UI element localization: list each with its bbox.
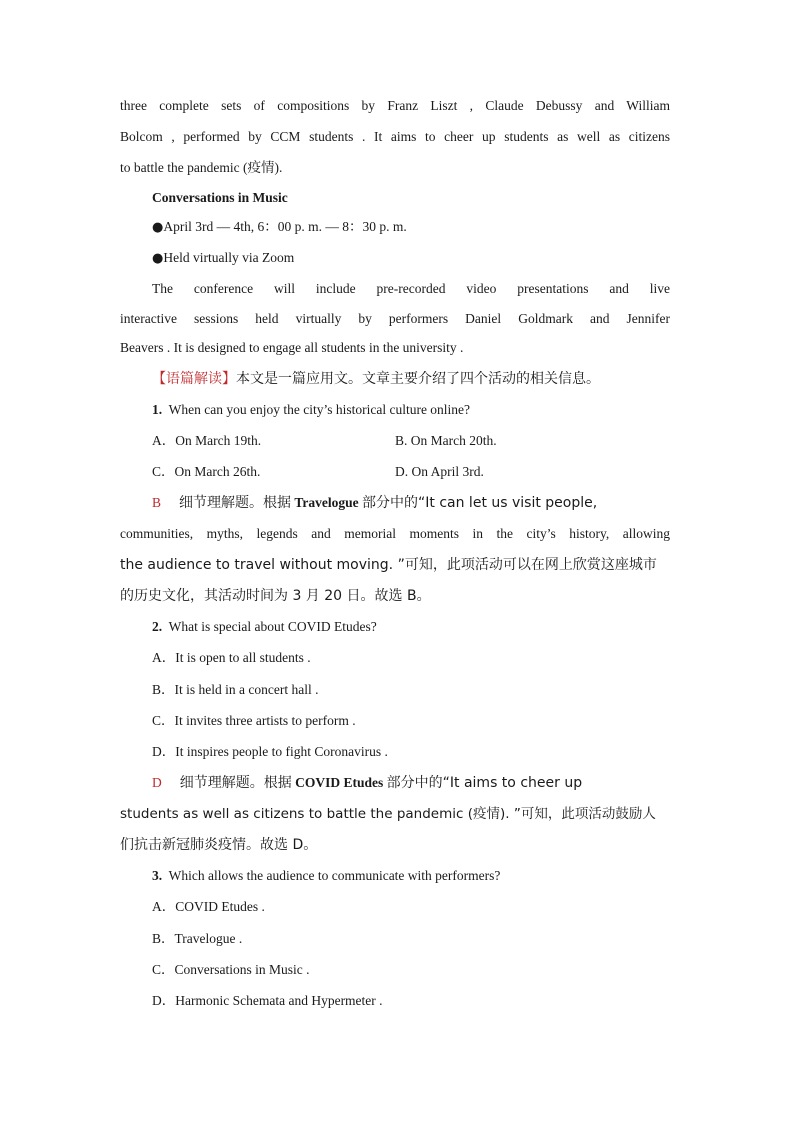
option-b: B．It is held in a concert hall . xyxy=(152,682,319,697)
answer-letter: B xyxy=(152,495,162,510)
option-d: D．It inspires people to fight Coronavirus . xyxy=(152,744,388,759)
question-3: 3. Which allows the audience to communicate with performers? xyxy=(152,868,501,883)
option-b: B．Travelogue . xyxy=(152,931,243,946)
explanation-line: students as well as citizens to battle the pandemic (疫情). ”可知，此项活动鼓励人 xyxy=(120,806,656,822)
passage-line: Beavers . It is designed to engage all students in the university . xyxy=(120,340,464,355)
analysis-label: 【语篇解读】 xyxy=(152,371,236,387)
passage-line: The conference will include pre‑recorded video presentations and live xyxy=(152,281,670,296)
explanation-line: communities, myths, legends and memorial moments in the city’s history, allowing xyxy=(120,526,670,541)
question-2: 2. What is special about COVID Etudes? xyxy=(152,619,377,634)
passage-line: three complete sets of compositions by Franz Liszt , Claude Debussy and William xyxy=(120,98,670,113)
passage-line: to battle the pandemic (疫情). xyxy=(120,160,283,175)
option-a: A．On March 19th. xyxy=(152,433,262,448)
bullet-icon: ● xyxy=(152,220,164,235)
passage-line: Bolcom , performed by CCM students . It aims to cheer up students as well as citizens xyxy=(120,129,670,144)
bullet-item: ●April 3rd — 4th, 6：00 p. m. — 8：30 p. m. xyxy=(152,219,407,235)
passage-line: interactive sessions held virtually by performers Daniel Goldmark and Jennifer xyxy=(120,311,670,326)
option-a: A．It is open to all students . xyxy=(152,650,311,665)
explanation-line: 们抗击新冠肺炎疫情。故选 D。 xyxy=(120,837,318,853)
analysis-paragraph: 【语篇解读】本文是一篇应用文。文章主要介绍了四个活动的相关信息。 xyxy=(152,371,600,387)
explanation-line: the audience to travel without moving. ”可知，此项活动可以在网上欣赏这座城市 xyxy=(120,557,657,573)
explanation-line: D 细节理解题。根据 COVID Etudes 部分中的“It aims to cheer up xyxy=(152,775,583,791)
question-1: 1. When can you enjoy the city’s historical culture online? xyxy=(152,402,471,417)
option-c: C．On March 26th. xyxy=(152,464,261,479)
explanation-line: B 细节理解题。根据 Travelogue 部分中的“It can let us visit people, xyxy=(152,495,598,511)
bullet-icon: ● xyxy=(152,251,164,266)
explanation-line: 的历史文化，其活动时间为 3 月 20 日。故选 B。 xyxy=(120,588,431,604)
section-title: Conversations in Music xyxy=(152,190,288,205)
option-a: A．COVID Etudes . xyxy=(152,899,265,914)
option-b: B. On March 20th. xyxy=(395,433,497,448)
option-d: D．Harmonic Schemata and Hypermeter . xyxy=(152,993,383,1008)
option-d: D. On April 3rd. xyxy=(395,464,484,479)
bullet-item: ●Held virtually via Zoom xyxy=(152,250,295,266)
option-c: C．Conversations in Music . xyxy=(152,962,310,977)
option-c: C．It invites three artists to perform . xyxy=(152,713,356,728)
answer-letter: D xyxy=(152,775,162,790)
